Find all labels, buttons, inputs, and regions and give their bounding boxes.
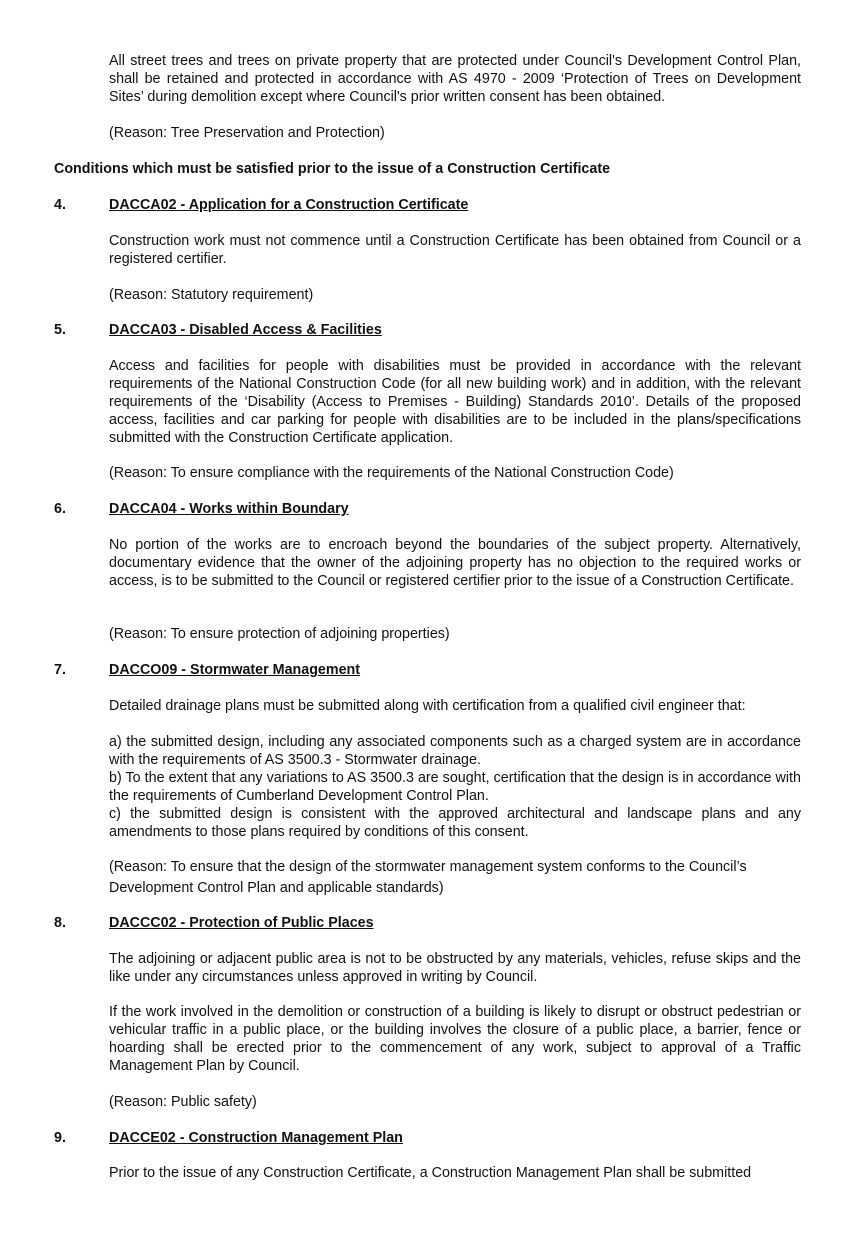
- condition-paragraph: Access and facilities for people with disabilities must be provided in accordance with the relevant requirements of the National Construction Code (for all new building work) and in addition, with the relevant requirements of the ‘Disability (Access to Premises - Building) Standards 2010’. Details of the proposed access, facilities and car parking for people with disabilities are to be included in the plans/specifications submitted with the Construction Certificate application.: [109, 358, 801, 446]
- intro-reason: (Reason: Tree Preservation and Protection): [109, 125, 385, 141]
- reason-line: (Reason: To ensure that the design of the stormwater management system conforms to the Council’s: [109, 859, 747, 875]
- criteria-item-b: b) To the extent that any variations to AS 3500.3 are sought, certification that the design is in accordance with the requirements of Cumberland Development Control Plan.: [109, 770, 801, 804]
- criteria-item-c: c) the submitted design is consistent with the approved architectural and landscape plans and any amendments to those plans required by conditions of this consent.: [109, 806, 801, 840]
- condition-paragraph: No portion of the works are to encroach beyond the boundaries of the subject property. Alternatively, documentary evidence that the owner of the adjoining property has no objection to the required works or access, is to be submitted to the Council or registered certifier prior to the issue of a Construction Certificate.: [109, 537, 801, 589]
- condition-title: DACCA02 - Application for a Construction Certificate: [109, 197, 469, 213]
- condition-title: DACCC02 - Protection of Public Places: [109, 915, 374, 931]
- condition-number: 7.: [54, 662, 66, 678]
- intro-paragraph: All street trees and trees on private property that are protected under Council's Development Control Plan, shall be retained and protected in accordance with AS 4970 - 2009 ‘Protection of Trees on Development Sites’ during demolition except where Council's prior written consent has been obtained.: [109, 53, 801, 105]
- condition-title: DACCA03 - Disabled Access & Facilities: [109, 322, 382, 338]
- condition-reason: (Reason: To ensure compliance with the requirements of the National Construction Code): [109, 465, 674, 481]
- condition-number: 5.: [54, 322, 66, 338]
- condition-paragraph: Construction work must not commence until a Construction Certificate has been obtained from Council or a registered certifier.: [109, 233, 801, 267]
- reason-line: Development Control Plan and applicable standards): [109, 880, 444, 896]
- condition-title: DACCO09 - Stormwater Management: [109, 662, 361, 678]
- condition-paragraph: Prior to the issue of any Construction Certificate, a Construction Management Plan shall be submitted: [109, 1165, 752, 1181]
- criteria-item-a: a) the submitted design, including any associated components such as a charged system are in accordance with the requirements of AS 3500.3 - Stormwater drainage.: [109, 734, 801, 768]
- condition-reason: (Reason: Statutory requirement): [109, 287, 314, 303]
- condition-title: DACCE02 - Construction Management Plan: [109, 1130, 403, 1146]
- condition-paragraph: The adjoining or adjacent public area is not to be obstructed by any materials, vehicles, refuse skips and the like under any circumstances unless approved in writing by Council.: [109, 951, 801, 985]
- stormwater-criteria-list: [109, 733, 801, 841]
- condition-number: 6.: [54, 501, 66, 517]
- section-heading: Conditions which must be satisfied prior to the issue of a Construction Certificate: [54, 161, 611, 177]
- condition-reason: (Reason: To ensure protection of adjoining properties): [109, 626, 450, 642]
- condition-reason: [109, 857, 801, 899]
- condition-number: 4.: [54, 197, 66, 213]
- condition-reason: (Reason: Public safety): [109, 1094, 257, 1110]
- condition-number: 9.: [54, 1130, 66, 1146]
- condition-paragraph: Detailed drainage plans must be submitted along with certification from a qualified civil engineer that:: [109, 698, 746, 714]
- condition-number: 8.: [54, 915, 66, 931]
- condition-title: DACCA04 - Works within Boundary: [109, 501, 349, 517]
- condition-paragraph: If the work involved in the demolition or construction of a building is likely to disrupt or obstruct pedestrian or vehicular traffic in a public place, or the building involves the closure of a public place, a barrier, fence or hoarding shall be erected prior to the commencement of any work, subject to approval of a Traffic Management Plan by Council.: [109, 1004, 801, 1074]
